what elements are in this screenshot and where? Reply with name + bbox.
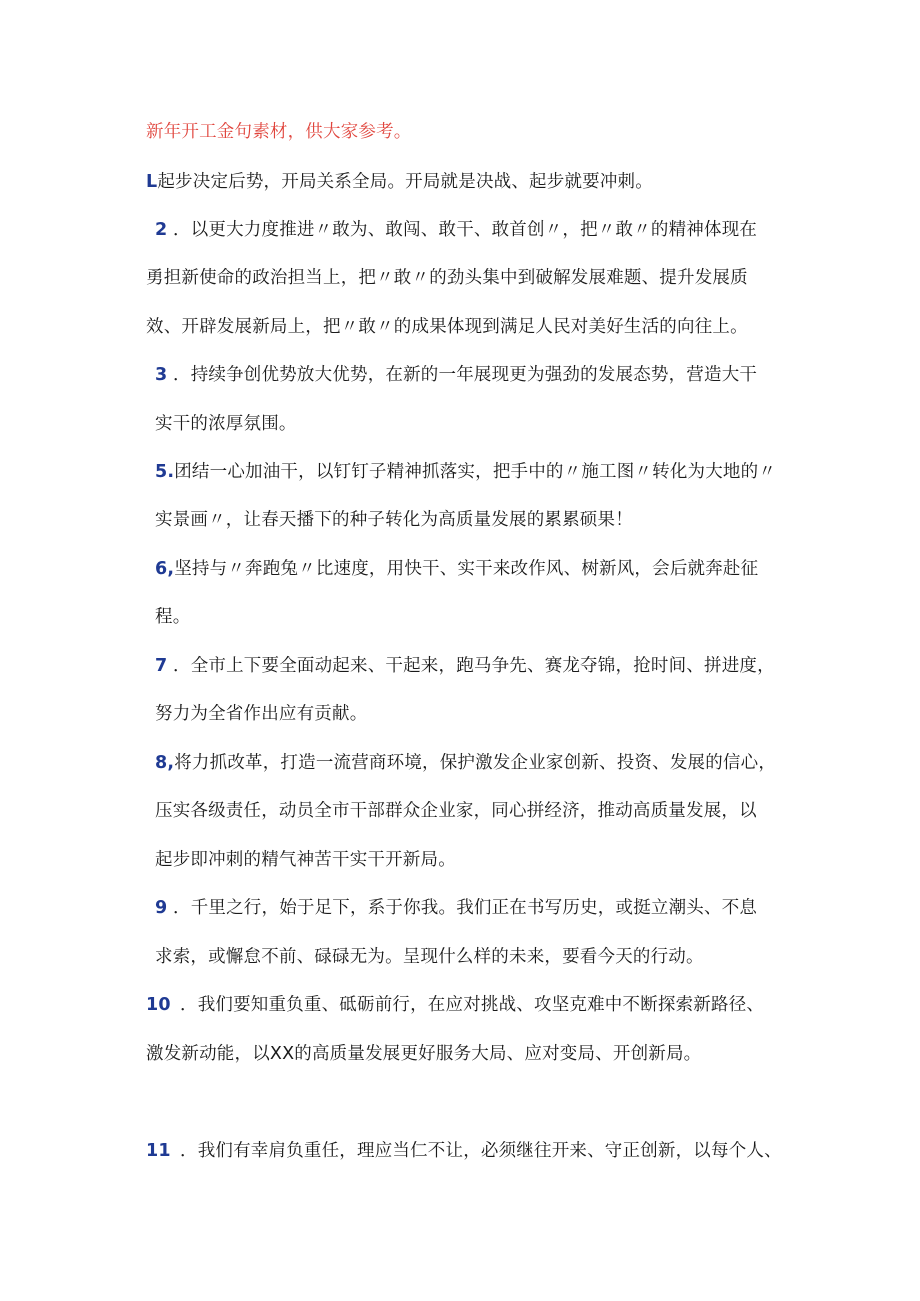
item-text: 团结一心加油干，以钉钉子精神抓落实，把手中的〃施工图〃转化为大地的〃 <box>174 462 777 482</box>
item-text: 求索，或懈怠不前、碌碌无为。呈现什么样的未来，要看今天的行动。 <box>155 947 704 967</box>
list-item <box>155 557 758 581</box>
list-item <box>155 654 775 678</box>
list-item <box>155 218 757 242</box>
item-text: ．持续争创优势放大优势，在新的一年展现更为强劲的发展态势，营造大干 <box>173 365 758 385</box>
list-item <box>146 993 764 1017</box>
item-text: 程。 <box>155 607 191 627</box>
item-text: 起步即冲刺的精气神苦干实干开新局。 <box>155 850 456 870</box>
item-text: 激发新动能，以XX的高质量发展更好服务大局、应对变局、开创新局。 <box>146 1044 702 1064</box>
item-text: 坚持与〃奔跑兔〃比速度，用快干、实干来改作风、树新风，会后就奔赴征 <box>174 559 759 579</box>
item-text: 实景画〃，让春天播下的种子转化为高质量发展的累累硕果！ <box>155 510 633 530</box>
list-item <box>155 363 757 387</box>
item-number: 11 <box>146 1141 171 1161</box>
item-text: 将力抓改革，打造一流营商环境，保护激发企业家创新、投资、发展的信心， <box>174 753 777 773</box>
item-number: 10 <box>146 995 171 1015</box>
item-number: 6, <box>155 559 175 579</box>
page-title: 新年开工金句素材，供大家参考。 <box>146 122 412 142</box>
item-text: ．全市上下要全面动起来、干起来，跑马争先、赛龙夺锦，抢时间、拼进度， <box>173 656 775 676</box>
item-number: L <box>146 172 158 192</box>
item-text: 起步决定后势，开局关系全局。开局就是决战、起步就要冲刺。 <box>157 172 653 192</box>
item-number: 8, <box>155 753 175 773</box>
list-item <box>155 460 776 484</box>
item-number: 2 <box>155 220 168 240</box>
item-number: 9 <box>155 898 168 918</box>
list-item <box>155 896 757 920</box>
item-text: ．我们要知重负重、砥砺前行，在应对挑战、攻坚克难中不断探索新路径、 <box>180 995 765 1015</box>
item-number: 3 <box>155 365 168 385</box>
item-number: 7 <box>155 656 168 676</box>
item-text: ．我们有幸肩负重任，理应当仁不让，必须继往开来、守正创新，以每个人、 <box>180 1141 782 1161</box>
item-text: 努力为全省作出应有贡献。 <box>155 704 368 724</box>
item-text: 压实各级责任，动员全市干部群众企业家，同心拼经济，推动高质量发展，以 <box>155 801 757 821</box>
item-text: 实干的浓厚氛围。 <box>155 414 297 434</box>
item-text: ．千里之行，始于足下，系于你我。我们正在书写历史，或挺立潮头、不息 <box>173 898 758 918</box>
list-item <box>146 170 653 194</box>
list-item <box>146 1139 782 1163</box>
item-text: 效、开辟发展新局上，把〃敢〃的成果体现到满足人民对美好生活的向往上。 <box>146 317 748 337</box>
item-number: 5. <box>155 462 175 482</box>
item-text: 勇担新使命的政治担当上，把〃敢〃的劲头集中到破解发展难题、提升发展质 <box>146 268 748 288</box>
item-text: ．以更大力度推进〃敢为、敢闯、敢干、敢首创〃，把〃敢〃的精神体现在 <box>173 220 758 240</box>
list-item <box>155 751 776 775</box>
